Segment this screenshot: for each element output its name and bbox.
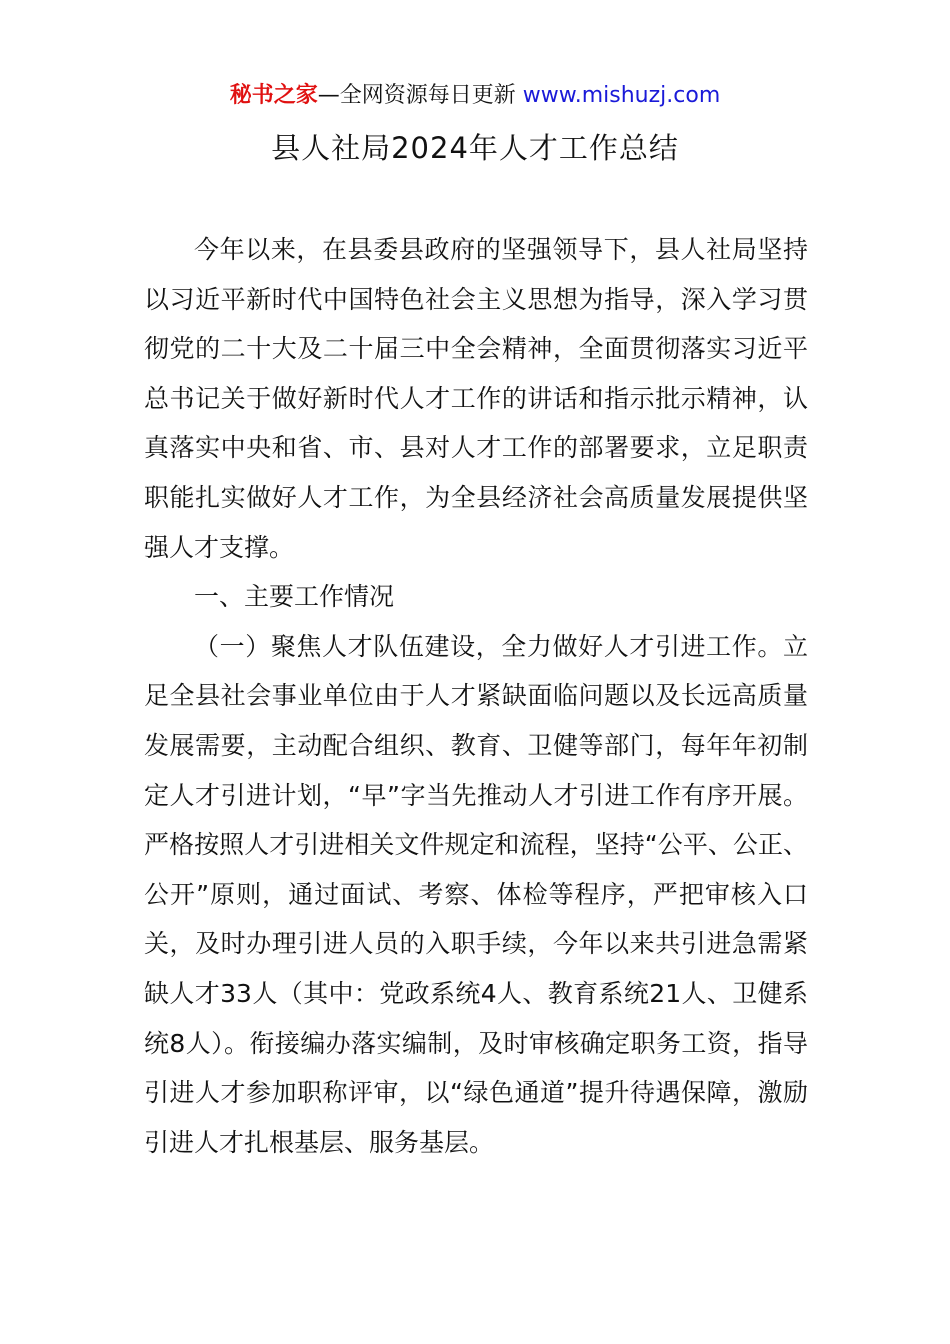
section-heading: 一、主要工作情况 (194, 582, 395, 612)
document-body (144, 225, 808, 1167)
site-url-link[interactable]: www.mishuzj.com (522, 83, 721, 108)
site-brand: 秘书之家 (229, 83, 318, 108)
paragraph-intro: 今年以来，在县委县政府的坚强领导下，县人社局坚持以习近平新时代中国特色社会主义思想为指导，深入学习贯彻党的二十大及二十届三中全会精神，全面贯彻落实习近平总书记关于做好新时代人才工作的讲话和指示批示精神，认真落实中央和省、市、县对人才工作的部署要求，立足职责职能扎实做好人才工作，为全县经济社会高质量发展提供坚强人才支撑。 (144, 235, 808, 562)
document-title: 县人社局2024年人才工作总结 (271, 131, 679, 165)
paragraph-talent-introduction: （一）聚焦人才队伍建设，全力做好人才引进工作。立足全县社会事业单位由于人才紧缺面临问题以及长远高质量发展需要，主动配合组织、教育、卫健等部门，每年年初制定人才引进计划，“早”字当先推动人才引进工作有序开展。严格按照人才引进相关文件规定和流程，坚持“公平、公正、公开”原则，通过面试、考察、体检等程序，严把审核入口关，及时办理引进人员的入职手续，今年以来共引进急需紧缺人才33人（其中：党政系统4人、教育系统21人、卫健系统8人）。衔接编办落实编制，及时审核确定职务工资，指导引进人才参加职称评审，以“绿色通道”提升待遇保障，激励引进人才扎根基层、服务基层。 (144, 631, 808, 1157)
site-tagline: —全网资源每日更新 (317, 83, 523, 108)
site-header (0, 80, 950, 112)
